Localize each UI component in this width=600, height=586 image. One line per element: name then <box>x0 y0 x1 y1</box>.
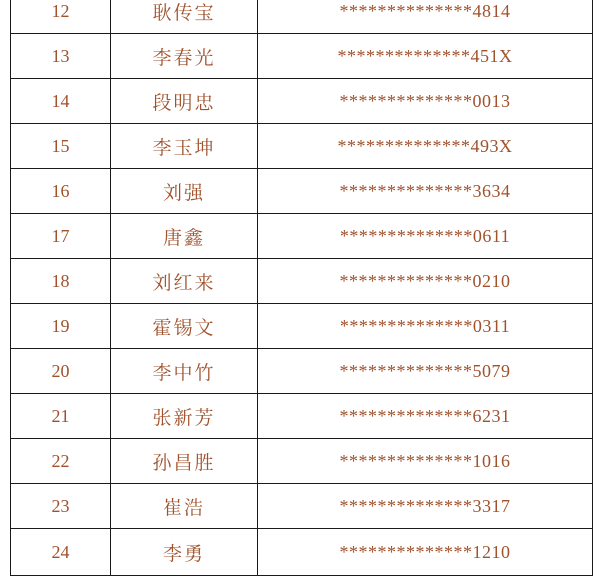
row-number-cell: 14 <box>11 79 111 124</box>
masked-id-cell: **************3634 <box>258 169 593 214</box>
row-number-cell: 15 <box>11 124 111 169</box>
row-number-cell: 17 <box>11 214 111 259</box>
masked-id-cell: **************0013 <box>258 79 593 124</box>
name-cell: 刘红来 <box>111 259 258 304</box>
masked-id-cell: **************6231 <box>258 394 593 439</box>
table-row <box>11 349 593 394</box>
row-number-cell: 16 <box>11 169 111 214</box>
name-cell: 唐鑫 <box>111 214 258 259</box>
row-number-cell: 21 <box>11 394 111 439</box>
name-cell: 李中竹 <box>111 349 258 394</box>
row-number-cell: 13 <box>11 34 111 79</box>
masked-id-cell: **************493X <box>258 124 593 169</box>
table-row <box>11 439 593 484</box>
name-cell: 李勇 <box>111 529 258 576</box>
row-number-cell: 19 <box>11 304 111 349</box>
name-cell: 孙昌胜 <box>111 439 258 484</box>
table-row <box>11 124 593 169</box>
table-row <box>11 34 593 79</box>
masked-id-cell: **************1210 <box>258 529 593 576</box>
row-number-cell: 12 <box>11 0 111 34</box>
masked-id-cell: **************4814 <box>258 0 593 34</box>
name-cell: 段明忠 <box>111 79 258 124</box>
masked-id-cell: **************5079 <box>258 349 593 394</box>
name-cell: 张新芳 <box>111 394 258 439</box>
name-cell: 李玉坤 <box>111 124 258 169</box>
name-cell: 崔浩 <box>111 484 258 529</box>
name-cell: 李春光 <box>111 34 258 79</box>
table-row <box>11 214 593 259</box>
row-number-cell: 24 <box>11 529 111 576</box>
masked-id-cell: **************3317 <box>258 484 593 529</box>
table-row <box>11 0 593 34</box>
masked-id-cell: **************1016 <box>258 439 593 484</box>
roster-table <box>10 0 593 576</box>
row-number-cell: 22 <box>11 439 111 484</box>
table-row <box>11 484 593 529</box>
masked-id-cell: **************0210 <box>258 259 593 304</box>
masked-id-cell: **************451X <box>258 34 593 79</box>
row-number-cell: 20 <box>11 349 111 394</box>
row-number-cell: 18 <box>11 259 111 304</box>
name-cell: 刘强 <box>111 169 258 214</box>
masked-id-cell: **************0311 <box>258 304 593 349</box>
roster-table-body <box>11 0 593 576</box>
name-cell: 霍锡文 <box>111 304 258 349</box>
table-row <box>11 394 593 439</box>
table-row <box>11 259 593 304</box>
table-row <box>11 304 593 349</box>
table-row <box>11 169 593 214</box>
row-number-cell: 23 <box>11 484 111 529</box>
name-cell: 耿传宝 <box>111 0 258 34</box>
table-row <box>11 79 593 124</box>
masked-id-cell: **************0611 <box>258 214 593 259</box>
table-row <box>11 529 593 576</box>
